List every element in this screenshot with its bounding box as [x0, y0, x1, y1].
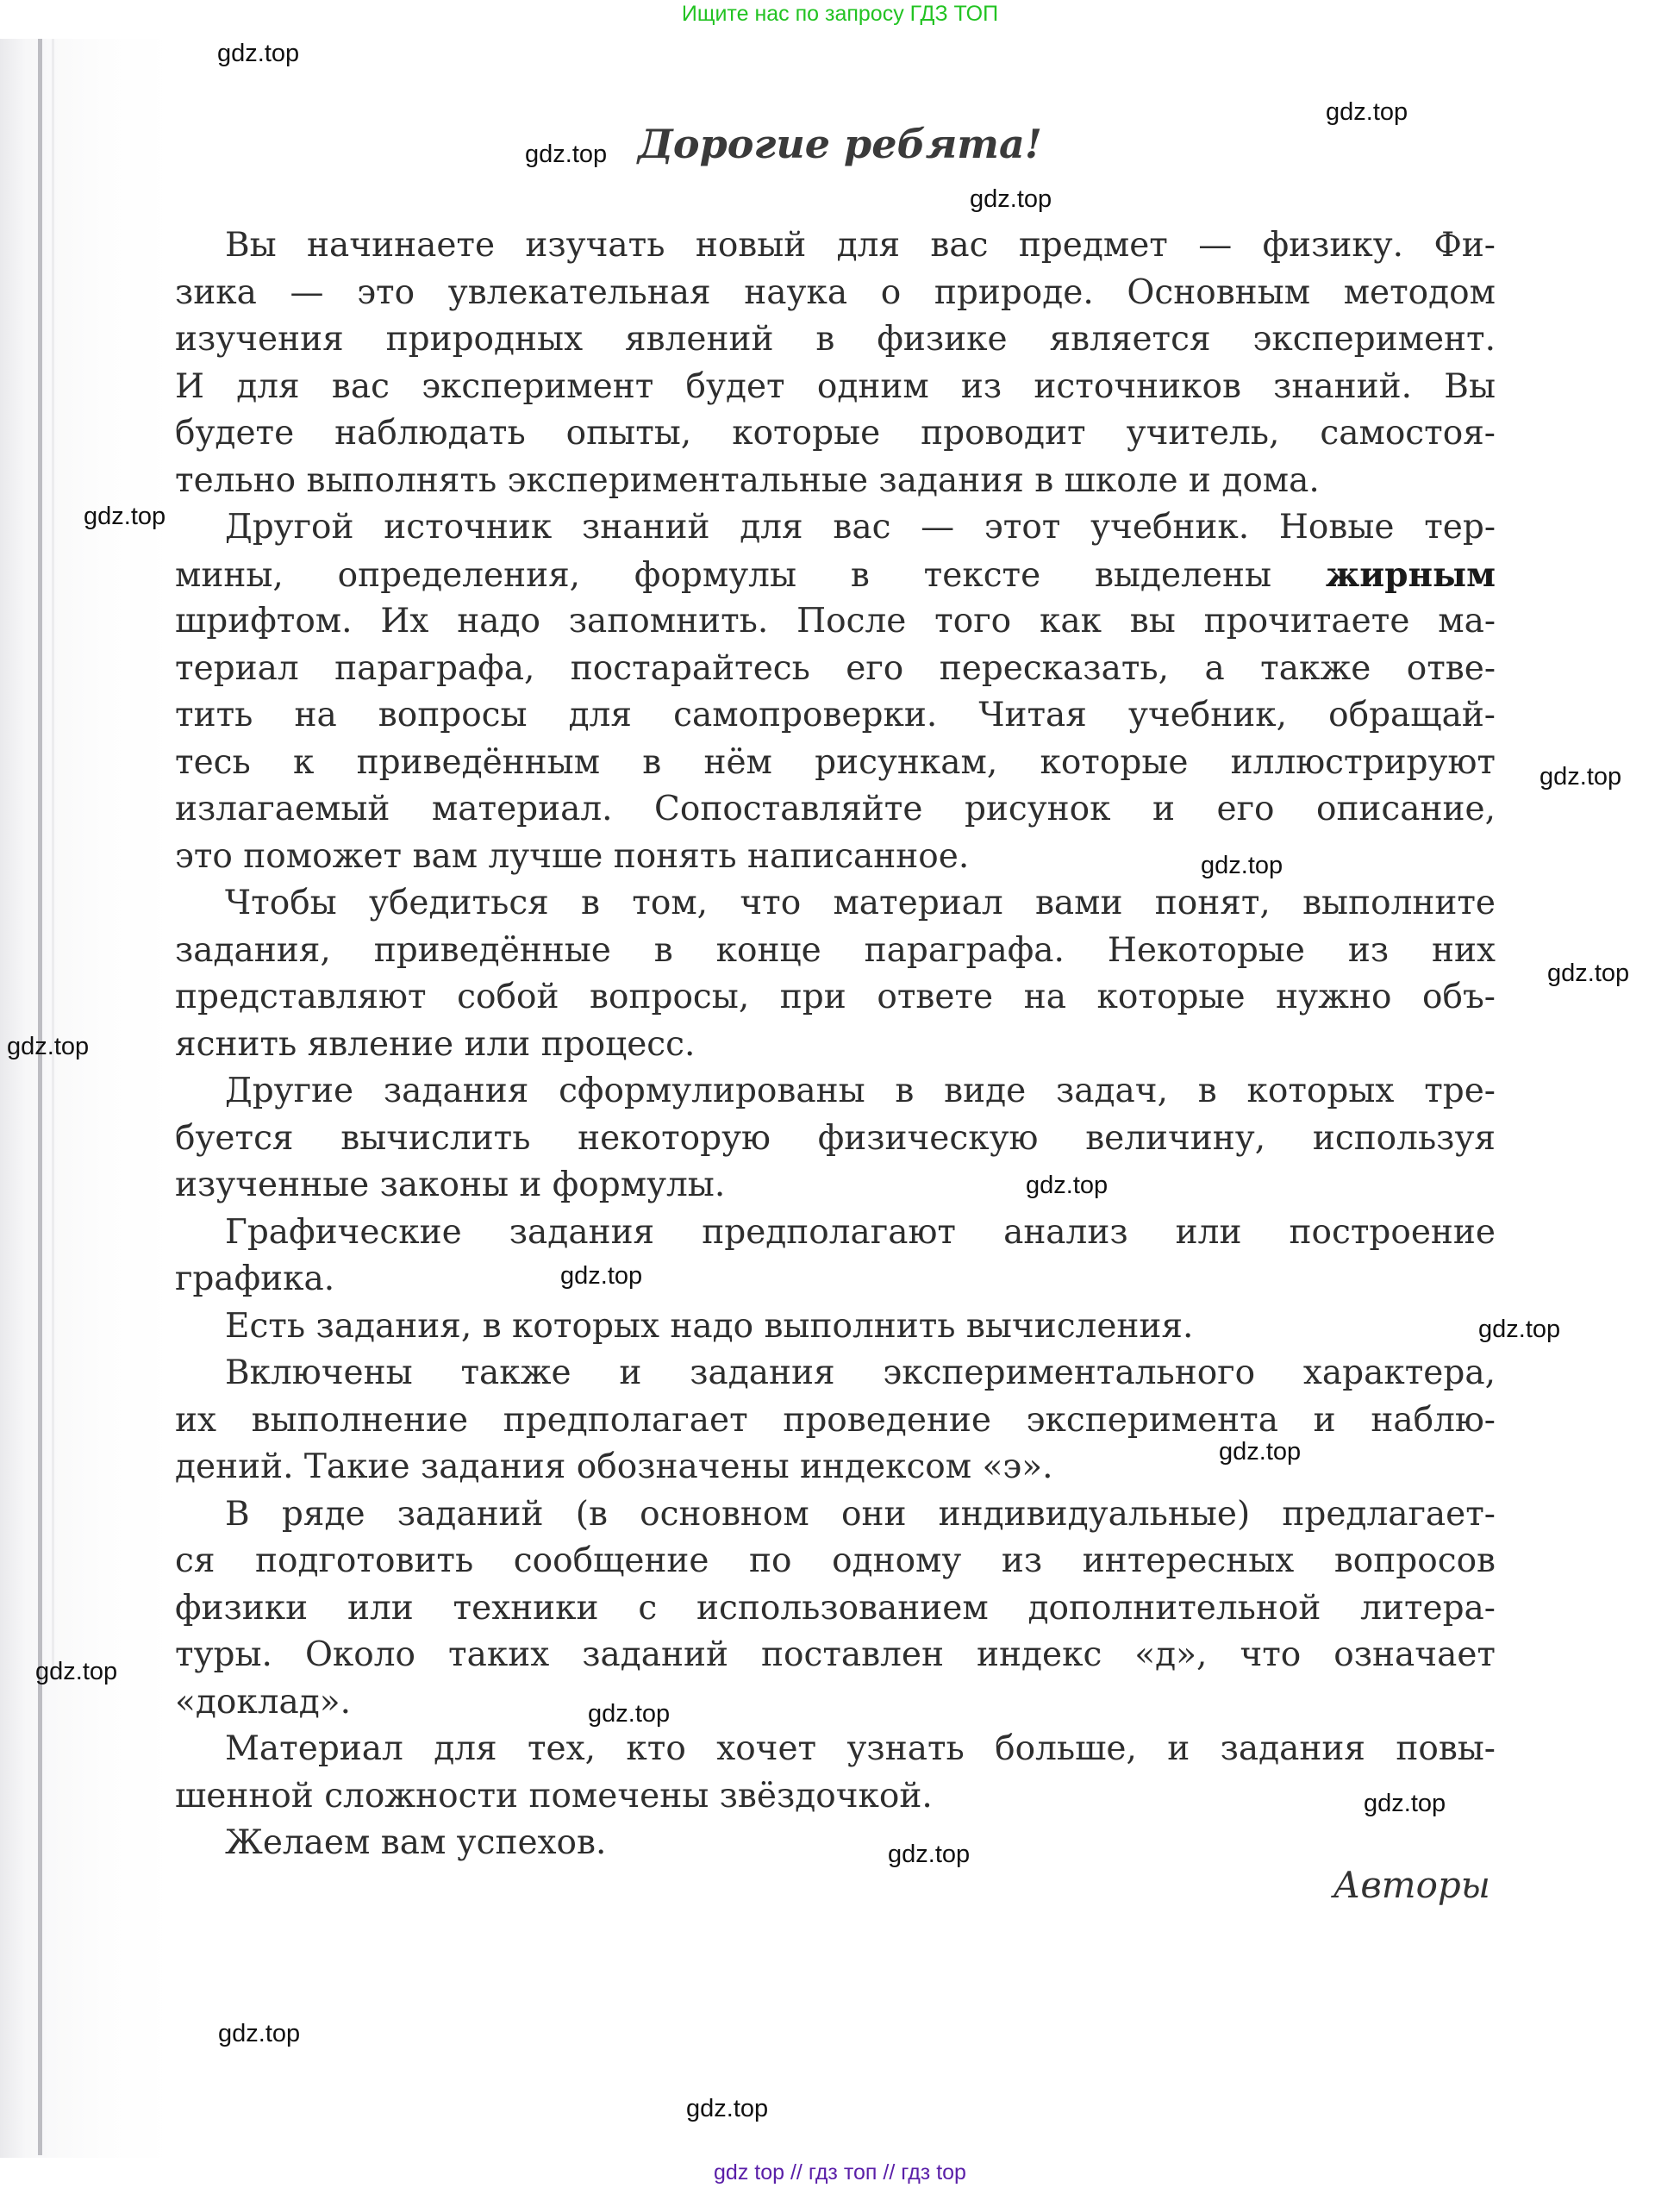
watermark-gdz-top: gdz.top	[217, 40, 300, 67]
text-line	[175, 692, 1496, 740]
text-line	[175, 1538, 1496, 1585]
watermark-gdz-top: gdz.top	[1478, 1316, 1561, 1343]
watermark-gdz-top: gdz.top	[525, 141, 608, 168]
text-line	[175, 1397, 1496, 1445]
text-line-content: шенной сложности помечены звёздочкой.	[175, 1776, 933, 1816]
text-line-content: зика — это увлекательная наука о природе. Основным методом	[175, 272, 1496, 312]
text-line-content: яснить явление или процесс.	[175, 1024, 696, 1064]
watermark-gdz-top: gdz.top	[84, 503, 166, 530]
watermark-gdz-top: gdz.top	[686, 2095, 769, 2122]
text-line	[175, 1632, 1496, 1679]
text-line	[175, 1726, 1496, 1773]
text-line	[175, 410, 1496, 458]
watermark-gdz-top: gdz.top	[1201, 852, 1283, 879]
text-line	[175, 1068, 1496, 1116]
text-line-content: Чтобы убедиться в том, что материал вами понят, выполните	[225, 884, 1496, 922]
text-line	[175, 1256, 1496, 1303]
text-line	[175, 504, 1496, 552]
text-line-content: териал параграфа, постарайтесь его пересказать, а также отве-	[175, 648, 1496, 688]
text-line	[175, 1773, 1496, 1821]
page-binding-edge	[38, 39, 42, 2155]
text-line-content: излагаемый материал. Сопоставляйте рисунок и его описание,	[175, 790, 1496, 828]
text-line	[175, 834, 1496, 881]
text-line	[175, 1585, 1496, 1633]
watermark-gdz-top: gdz.top	[1219, 1438, 1302, 1466]
text-line	[175, 786, 1496, 834]
text-line-content: дений. Такие задания обозначены индексом «э».	[175, 1447, 1053, 1486]
text-line	[175, 1162, 1496, 1210]
watermark-gdz-top: gdz.top	[588, 1700, 671, 1728]
text-line-content: изученные законы и формулы.	[175, 1166, 726, 1204]
text-line-content: туры. Около таких заданий поставлен индекс «д», что означает	[175, 1635, 1496, 1674]
text-line-content: Желаем вам успехов.	[225, 1823, 607, 1862]
text-line-content: графика.	[175, 1260, 335, 1298]
watermark-gdz-top: gdz.top	[35, 1658, 118, 1685]
text-line-content: «доклад».	[175, 1682, 352, 1722]
text-line	[175, 928, 1496, 975]
text-line-content: тить на вопросы для самопроверки. Читая учебник, обращай-	[175, 696, 1496, 734]
watermark-gdz-top: gdz.top	[560, 1262, 643, 1290]
page-binding-shadow	[52, 39, 54, 1677]
watermark-gdz-top: gdz.top	[1326, 98, 1408, 126]
text-line	[175, 270, 1496, 317]
text-line-content: тесь к приведённым в нём рисункам, которые иллюстрируют	[175, 742, 1496, 782]
text-line-content: И для вас эксперимент будет одним из источников знаний. Вы	[175, 366, 1496, 406]
text-line-content: Вы начинаете изучать новый для вас предмет — физику. Фи-	[225, 226, 1496, 265]
text-line-content: Графические задания предполагают анализ или построение	[225, 1212, 1496, 1252]
text-line	[175, 1210, 1496, 1257]
text-line	[175, 552, 1496, 599]
text-line-content: шрифтом. Их надо запомнить. После того как вы прочитаете ма-	[175, 602, 1496, 641]
text-line-content: будете наблюдать опыты, которые проводит учитель, самостоя-	[175, 414, 1496, 453]
text-line-content: это поможет вам лучше понять написанное.	[175, 836, 970, 876]
footer-links[interactable]: gdz top // гдз топ // гдз top	[714, 2160, 966, 2185]
text-line	[175, 222, 1496, 270]
text-line-content: изучения природных явлений в физике является эксперимент.	[175, 320, 1496, 359]
text-line-content: буется вычислить некоторую физическую величину, используя	[175, 1118, 1496, 1158]
watermark-gdz-top: gdz.top	[1547, 959, 1630, 987]
text-line-content: Другие задания сформулированы в виде задач, в которых тре-	[225, 1072, 1496, 1110]
text-line-content: задания, приведённые в конце параграфа. Некоторые из них	[175, 930, 1496, 970]
text-line	[175, 880, 1496, 928]
text-line	[175, 1303, 1496, 1351]
watermark-gdz-top: gdz.top	[218, 2020, 301, 2047]
page-title: Дорогие ребята!	[638, 121, 1042, 167]
text-line-content: представляют собой вопросы, при ответе на которые нужно объ-	[175, 978, 1496, 1016]
watermark-gdz-top: gdz.top	[7, 1033, 90, 1060]
text-line-content: мины, определения, формулы в тексте выделены	[175, 555, 1326, 595]
text-line-content: В ряде заданий (в основном они индивидуальные) предлагает-	[225, 1494, 1496, 1534]
text-line	[175, 740, 1496, 787]
watermark-gdz-top: gdz.top	[888, 1841, 971, 1868]
text-line-content: Материал для тех, кто хочет узнать больше, и задания повы-	[225, 1729, 1496, 1768]
search-banner[interactable]: Ищите нас по запросу ГДЗ ТОП	[681, 2, 999, 26]
watermark-gdz-top: gdz.top	[1364, 1790, 1446, 1817]
signature-authors: Авторы	[1333, 1864, 1490, 1906]
text-line	[175, 598, 1496, 646]
text-line-content: Включены также и задания экспериментального характера,	[225, 1353, 1496, 1392]
watermark-gdz-top: gdz.top	[1539, 763, 1622, 791]
text-line	[175, 364, 1496, 411]
text-line	[175, 1116, 1496, 1163]
text-line-content: тельно выполнять экспериментальные задания в школе и дома.	[175, 460, 1320, 500]
text-line-content: физики или техники с использованием дополнительной литера-	[175, 1588, 1496, 1628]
text-line	[175, 1679, 1496, 1727]
text-line	[175, 974, 1496, 1022]
bold-term: жирным	[1325, 554, 1496, 595]
text-line	[175, 1350, 1496, 1397]
text-line	[175, 1820, 1496, 1867]
text-line	[175, 1022, 1496, 1069]
text-line-content: Есть задания, в которых надо выполнить вычисления.	[225, 1306, 1194, 1346]
text-line-content: ся подготовить сообщение по одному из интересных вопросов	[175, 1541, 1496, 1580]
text-line	[175, 1491, 1496, 1539]
body-text	[175, 222, 1496, 1867]
text-line-content: Другой источник знаний для вас — этот учебник. Новые тер-	[225, 508, 1496, 547]
text-line-content: их выполнение предполагает проведение эксперимента и наблю-	[175, 1400, 1496, 1440]
text-line	[175, 458, 1496, 505]
text-line	[175, 646, 1496, 693]
text-line	[175, 316, 1496, 364]
watermark-gdz-top: gdz.top	[1026, 1172, 1109, 1199]
watermark-gdz-top: gdz.top	[970, 185, 1052, 213]
